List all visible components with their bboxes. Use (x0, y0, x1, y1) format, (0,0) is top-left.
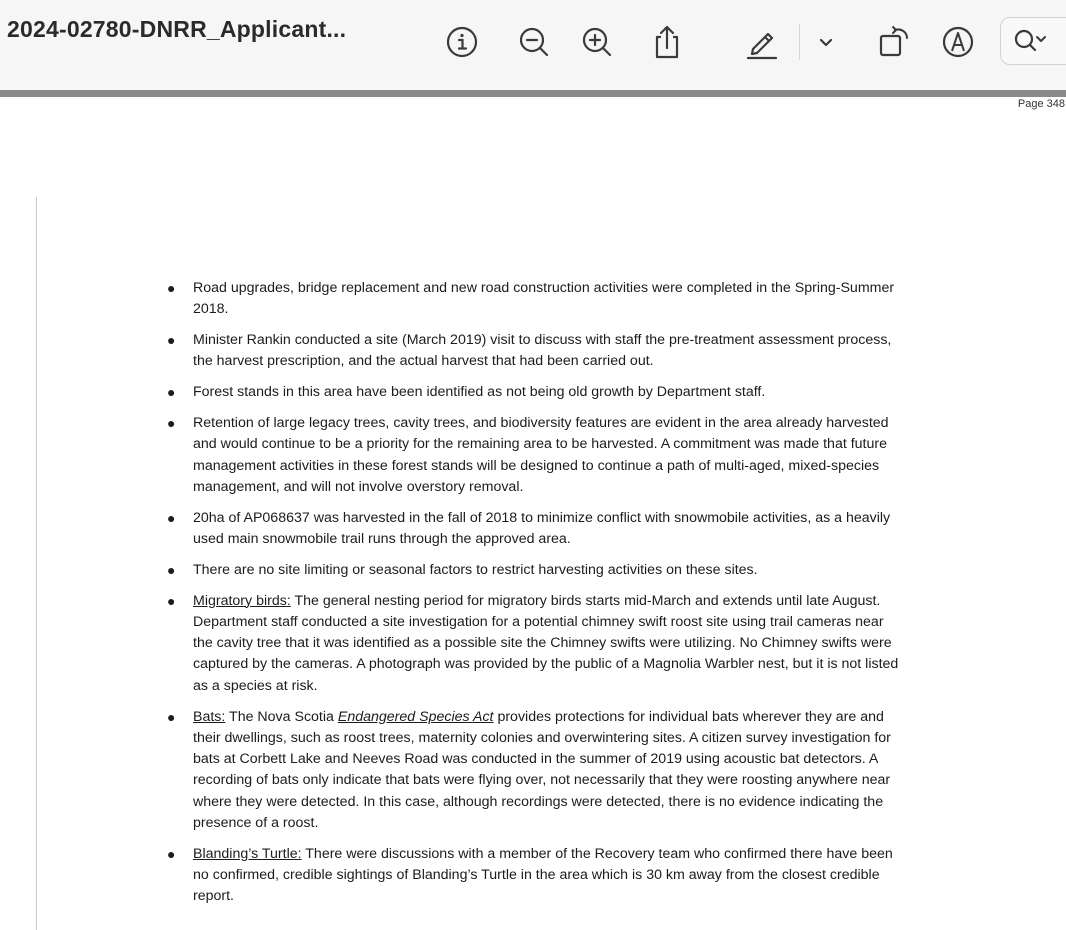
search-icon (1011, 26, 1051, 56)
markup-button[interactable] (742, 22, 782, 62)
list-item (165, 707, 900, 835)
list-item-text: Retention of large legacy trees, cavity trees, and biodiversity features are evident in the area already harvested and would continue to be a priority for the remaining area to be harvested. A commitment was made that future management activities in these forest stands will be designed to continue a path of multi-aged, mixed-species management, and will not involve overstory removal. (193, 414, 889, 495)
bullet-icon: ● (167, 414, 176, 431)
bullet-icon: ● (167, 708, 176, 725)
list-item-text: Road upgrades, bridge replacement and new road construction activities were completed in the Spring-Summer 2018. (193, 280, 895, 318)
document-title: 2024-02780-DNRR_Applicant... (7, 16, 347, 42)
list-item (165, 382, 900, 403)
bullet-icon: ● (167, 332, 176, 349)
section-term: Bats: (193, 708, 226, 725)
section-term: Blanding’s Turtle: (193, 845, 302, 862)
list-item (165, 560, 900, 581)
list-item (165, 591, 900, 697)
act-title: Endangered Species Act (337, 708, 494, 725)
share-icon (650, 24, 684, 60)
search-field[interactable] (1000, 17, 1066, 65)
info-icon (445, 25, 479, 59)
chevron-down-icon (816, 32, 836, 52)
share-button[interactable] (647, 22, 687, 62)
page-edge (36, 197, 37, 930)
list-item (165, 413, 900, 498)
markup-menu-button[interactable] (806, 22, 846, 62)
bullet-icon: ● (167, 561, 176, 578)
page-number-label: Page 348 (1017, 98, 1065, 110)
info-button[interactable] (442, 22, 482, 62)
list-item-text: provides protections for individual bats wherever they are and their dwellings, such as roost trees, maternity colonies and overwintering sites. A citizen survey investigation for bats at Corbett Lake and Neeves Road was conducted in the summer of 2019 using acoustic bat detectors. A recording of bats only indicate that bats were flying over, not necessarily that they were roosting anywhere near where they were detected. In this case, although recordings were detected, there is no evidence indicating the presence of a roost. (193, 708, 891, 832)
list-item-text: There were discussions with a member of the Recovery team who confirmed there have been no confirmed, credible sightings of Blanding’s Turtle in the area which is 30 km away from the closest credible report. (193, 845, 893, 905)
toolbar-divider (799, 24, 800, 60)
document-bullet-list (165, 278, 900, 917)
rotate-button[interactable] (874, 22, 914, 62)
pencil-icon (744, 24, 780, 60)
bullet-icon: ● (167, 384, 176, 401)
bullet-icon: ● (167, 509, 176, 526)
viewer-toolbar (0, 0, 1066, 90)
rotate-icon (876, 24, 912, 60)
markup-pen-icon (940, 24, 976, 60)
bullet-icon: ● (167, 592, 176, 609)
list-item-text: Forest stands in this area have been identified as not being old growth by Department staff. (193, 384, 766, 401)
zoom-in-button[interactable] (577, 22, 617, 62)
bullet-icon: ● (167, 845, 176, 862)
bullet-icon: ● (167, 280, 176, 296)
list-item (165, 508, 900, 551)
list-item-text: The Nova Scotia (225, 708, 338, 725)
annotate-button[interactable] (938, 22, 978, 62)
zoom-out-icon (517, 25, 551, 59)
section-term: Migratory birds: (193, 592, 291, 609)
list-item (165, 278, 900, 321)
toolbar-separator (0, 90, 1066, 97)
list-item (165, 330, 900, 373)
list-item (165, 844, 900, 908)
zoom-out-button[interactable] (514, 22, 554, 62)
list-item-text: The general nesting period for migratory birds starts mid-March and extends until late August. Department staff conducted a site investigation for a potential chimney swift roost site using trail cameras near the cavity tree that it was identified as a possible site the Chimney swifts were utilizing. No Chimney swifts were captured by the cameras. A photograph was provided by the public of a Magnolia Warbler nest, but it is not listed as a species at risk. (193, 592, 899, 694)
list-item-text: 20ha of AP068637 was harvested in the fall of 2018 to minimize conflict with snowmobile activities, as a heavily used main snowmobile trail runs through the approved area. (193, 509, 891, 547)
search-button[interactable] (1011, 21, 1051, 61)
list-item-text: There are no site limiting or seasonal factors to restrict harvesting activities on these sites. (193, 561, 758, 578)
zoom-in-icon (580, 25, 614, 59)
list-item-text: Minister Rankin conducted a site (March 2019) visit to discuss with staff the pre-treatment assessment process, the harvest prescription, and the actual harvest that had been carried out. (193, 332, 892, 370)
